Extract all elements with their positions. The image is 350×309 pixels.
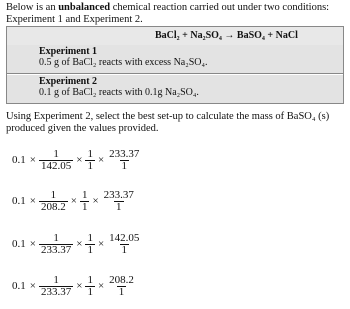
times-symbol: × [70,195,77,207]
experiment-1-desc: 0.5 g of BaCl₂ reacts with excess Na₂SO₄. [39,57,208,68]
option-1-fraction-3 [107,149,141,172]
numerator: 1 [53,273,59,286]
option-3-fraction-3 [107,233,141,256]
option-2-fraction-3 [102,190,136,213]
times-symbol: × [29,238,36,250]
denominator: 1 [87,243,93,256]
denominator: 1 [87,159,93,172]
option-1-fraction-2 [85,149,95,172]
experiment-1-cell [7,45,343,74]
experiment-2-title: Experiment 2 [39,76,98,87]
denominator: 233.37 [40,285,72,298]
times-symbol: × [29,195,36,207]
times-symbol: × [76,238,83,250]
denominator: 233.37 [40,243,72,256]
denominator: 1 [121,243,128,256]
times-symbol: × [76,280,83,292]
numerator: 1 [87,273,93,286]
option-1-lead: 0.1 [12,154,26,166]
option-3-fraction-2 [85,233,95,256]
times-symbol: × [97,238,105,250]
numerator: 1 [50,188,57,201]
experiment-2-cell [7,75,343,103]
option-2-fraction-2 [80,190,90,213]
question-text: Using Experiment 2, select the best set-up to calculate the mass of BaSO₄ (s) produced given the values provided. [6,111,330,134]
denominator: 208.2 [40,200,66,213]
denominator: 1 [121,159,128,172]
reaction-equation: BaCl₂ + Na₂SO₄ → BaSO₄ + NaCl [155,30,298,41]
equation-row [7,27,343,46]
denominator: 1 [81,200,88,213]
option-2-lead: 0.1 [12,195,26,207]
experiment-1-title: Experiment 1 [39,46,98,57]
denominator: 1 [116,200,122,213]
experiment-table [6,26,344,104]
prompt-part2: chemical reaction carried out under two conditions: Experiment 1 and Experiment 2. [6,2,330,25]
times-symbol: × [76,154,83,166]
prompt-bold: unbalanced [58,2,111,13]
times-symbol: × [97,154,105,166]
denominator: 1 [118,285,125,298]
numerator: 142.05 [109,231,140,244]
option-4-fraction-3 [107,275,136,298]
experiment-2-desc: 0.1 g of BaCl₂ reacts with 0.1g Na₂SO₄. [39,87,199,98]
option-4-fraction-2 [85,275,95,298]
answer-option-4[interactable] [12,267,212,305]
numerator: 1 [81,188,88,201]
option-1-fraction-1 [39,149,73,172]
prompt-text [6,2,344,26]
numerator: 1 [53,231,59,244]
numerator: 233.37 [103,188,134,201]
times-symbol: × [29,154,36,166]
answer-option-1[interactable] [12,141,212,179]
numerator: 1 [53,147,59,160]
option-3-lead: 0.1 [12,238,26,250]
times-symbol: × [92,195,99,207]
times-symbol: × [97,280,105,292]
option-3-fraction-1 [39,233,73,256]
numerator: 1 [87,147,93,160]
numerator: 1 [87,231,93,244]
answer-option-2[interactable] [12,182,212,220]
prompt-part1: Below is an [6,2,59,13]
numerator: 208.2 [109,273,134,286]
times-symbol: × [29,280,36,292]
option-2-fraction-1 [39,190,68,213]
denominator: 1 [87,285,93,298]
numerator: 233.37 [109,147,140,160]
denominator: 142.05 [40,159,72,172]
option-4-lead: 0.1 [12,280,26,292]
answer-option-3[interactable] [12,225,212,263]
option-4-fraction-1 [39,275,73,298]
